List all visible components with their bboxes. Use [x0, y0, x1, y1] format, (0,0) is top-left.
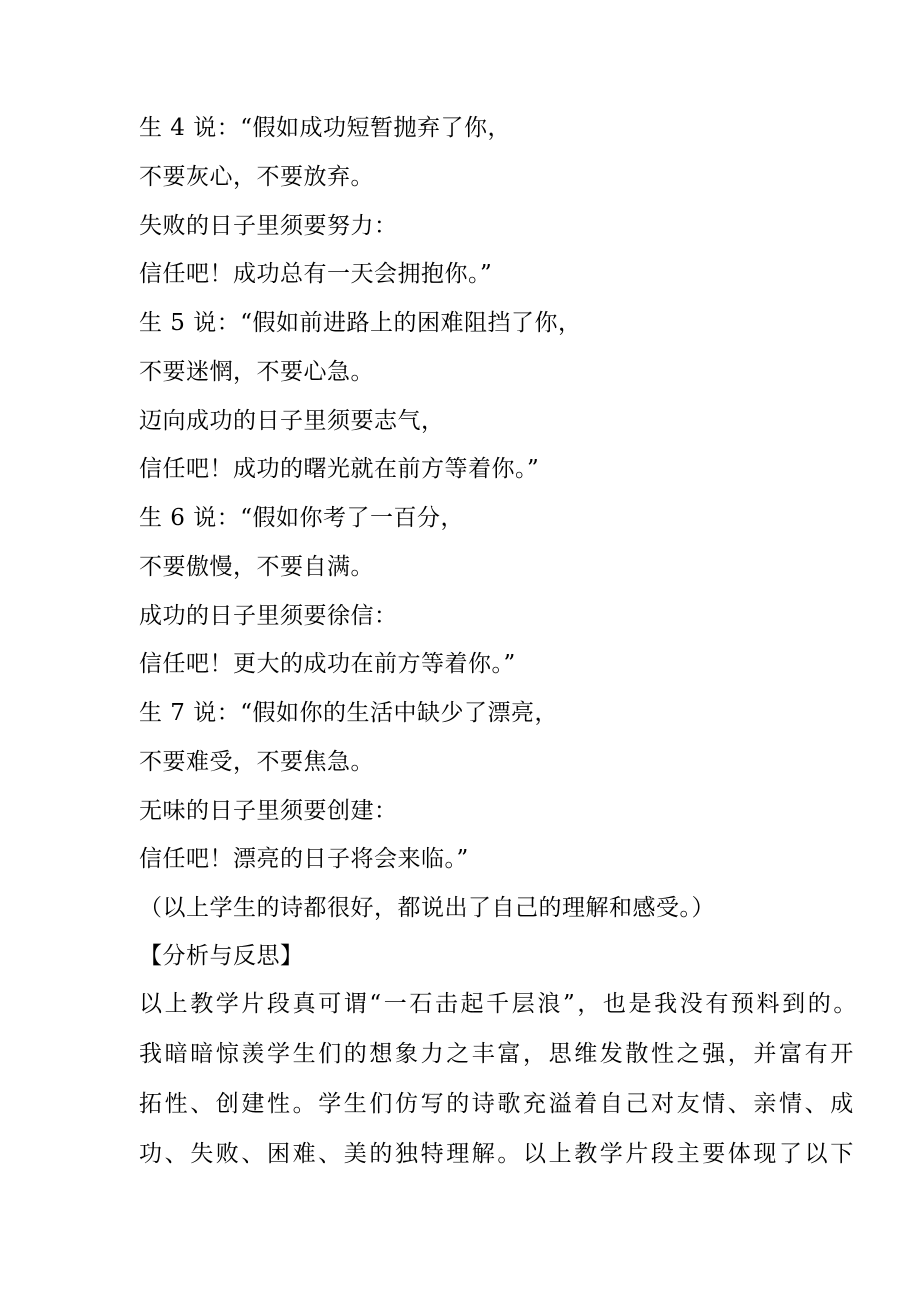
poem-line: 信任吧！成功总有一天会拥抱你。”	[139, 261, 493, 287]
poem-line: 信任吧！漂亮的日子将会来临。”	[139, 846, 469, 872]
poem-line: 失败的日子里须要努力：	[139, 213, 398, 239]
poem-line: 无味的日子里须要创建：	[139, 798, 398, 824]
poem-line: 生 5 说：“假如前进路上的困难阻挡了你，	[139, 310, 582, 336]
poem-line: 成功的日子里须要徐信：	[139, 603, 398, 629]
analysis-line: 我暗暗惊羡学生们的想象力之丰富，思维发散性之强，并富有开	[139, 1041, 856, 1067]
analysis-line: 以上教学片段真可谓“一石击起千层浪”，也是我没有预料到的。	[139, 991, 859, 1017]
poem-line: 信任吧！更大的成功在前方等着你。”	[139, 651, 516, 677]
poem-line: 不要傲慢，不要自满。	[139, 554, 374, 580]
poem-line: 生 6 说：“假如你考了一百分，	[139, 505, 465, 531]
remark-text: （以上学生的诗都很好，都说出了自己的理解和感受。）	[139, 895, 715, 921]
poem-line: 生 7 说：“假如你的生活中缺少了漂亮，	[139, 700, 559, 726]
poem-line: 信任吧！成功的曙光就在前方等着你。”	[139, 456, 540, 482]
poem-line: 不要迷惘，不要心急。	[139, 359, 374, 385]
poem-line: 不要难受，不要焦急。	[139, 749, 374, 775]
poem-line: 生 4 说：“假如成功短暂抛弃了你，	[139, 115, 512, 141]
analysis-line: 功、失败、困难、美的独特理解。以上教学片段主要体现了以下	[139, 1141, 856, 1167]
poem-line: 不要灰心，不要放弃。	[139, 164, 374, 190]
section-heading: 【分析与反思】	[139, 943, 304, 969]
poem-line: 迈向成功的日子里须要志气，	[139, 408, 445, 434]
analysis-line: 拓性、创建性。学生们仿写的诗歌充溢着自己对友情、亲情、成	[139, 1091, 856, 1117]
